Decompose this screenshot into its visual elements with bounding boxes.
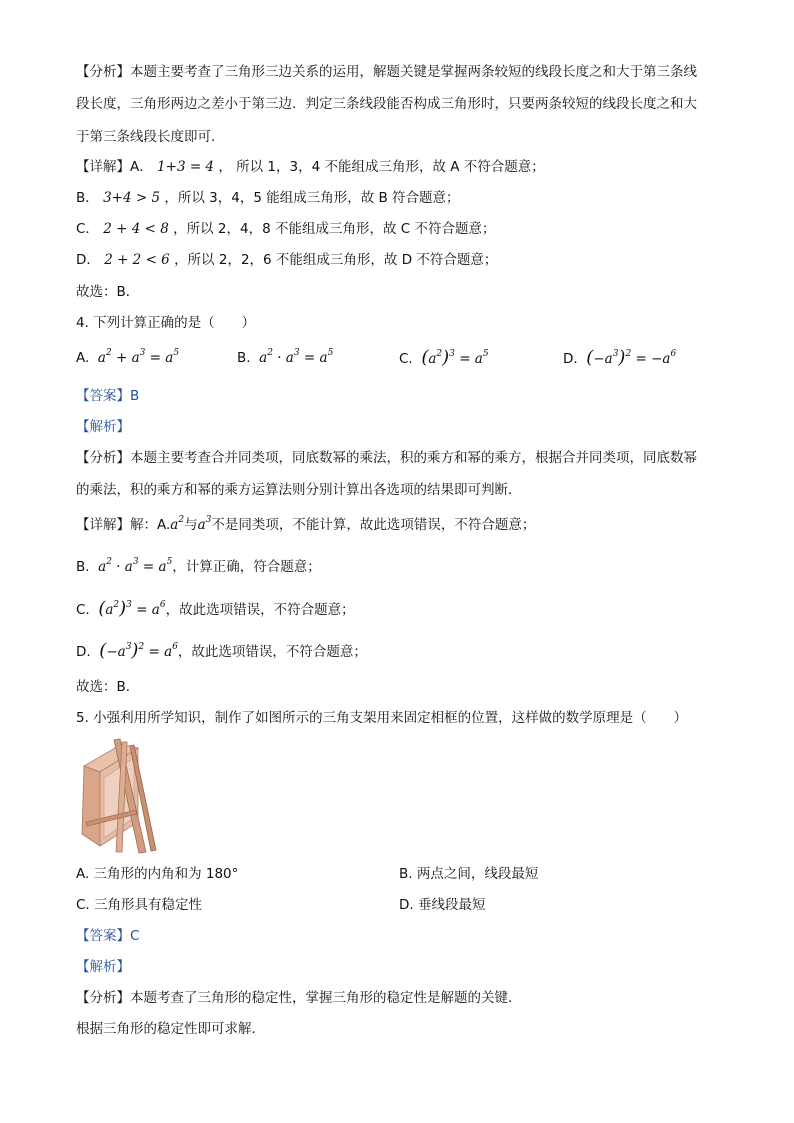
q4-detail-b-lead: B. bbox=[76, 559, 90, 575]
q4-detail-c-math: $(a^2)^3 = a^6$ bbox=[98, 598, 166, 619]
q3-detail-d bbox=[76, 250, 497, 270]
q5-option-b: B. 两点之间，线段最短 bbox=[399, 866, 539, 882]
q4-option-d-label: D. bbox=[563, 351, 578, 367]
q4-option-b-label: B. bbox=[237, 350, 251, 366]
q5-answer: 【答案】C bbox=[76, 928, 140, 944]
q5-option-d: D. 垂线段最短 bbox=[399, 897, 486, 913]
q4-detail-d-lead: D. bbox=[76, 644, 91, 660]
q3-detail-c-text: ，所以 2，4，8 不能组成三角形，故 C 不符合题意； bbox=[173, 221, 496, 237]
q4-detail-b bbox=[76, 557, 321, 577]
q4-detail-a-mid: 与 bbox=[184, 517, 198, 533]
q4-detail-d-math: $(-a^3)^2 = a^6$ bbox=[99, 640, 178, 661]
q3-detail-b-text: ，所以 3，4，5 能组成三角形，故 B 符合题意； bbox=[164, 190, 460, 206]
q4-detail-c-text: ，故此选项错误，不符合题意； bbox=[165, 602, 355, 618]
q5-analysis-line1: 【分析】本题考查了三角形的稳定性，掌握三角形的稳定性是解题的关键． bbox=[76, 990, 522, 1006]
q4-analysis-line2: 的乘法，积的乘方和幂的乘方运算法则分别计算出各选项的结果即可判断． bbox=[76, 482, 522, 498]
q4-detail-d bbox=[76, 641, 367, 662]
q4-option-b bbox=[237, 348, 333, 368]
q4-detail-c bbox=[76, 599, 355, 620]
q3-detail-b bbox=[76, 188, 460, 208]
q4-detail-c-lead: C. bbox=[76, 602, 90, 618]
q4-answer: 【答案】B bbox=[76, 388, 140, 404]
q5-analysis-line2: 根据三角形的稳定性即可求解． bbox=[76, 1021, 265, 1037]
q3-detail-c-lead: C． bbox=[76, 221, 99, 237]
q4-stem: 4. 下列计算正确的是（ ） bbox=[76, 315, 256, 331]
q3-detail-a-text: ， 所以 1，3，4 不能组成三角形，故 A 不符合题意； bbox=[218, 159, 545, 175]
q5-option-a: A. 三角形的内角和为 180° bbox=[76, 866, 239, 882]
q3-detail-a-lead: 【详解】A． bbox=[76, 159, 153, 175]
q4-jiexi: 【解析】 bbox=[76, 419, 130, 435]
q3-detail-d-math: 2 + 2 < 6 bbox=[104, 252, 170, 268]
q3-detail-b-math: 3+4 > 5 bbox=[103, 190, 161, 206]
q4-option-c-math: $(a^2)^3 = a^5$ bbox=[421, 347, 489, 368]
q3-detail-d-text: ，所以 2，2，6 不能组成三角形，故 D 不符合题意； bbox=[174, 252, 498, 268]
q3-detail-b-lead: B． bbox=[76, 190, 99, 206]
q3-choice: 故选：B． bbox=[76, 284, 140, 300]
q4-detail-a bbox=[76, 515, 535, 535]
q5-stem: 5. 小强利用所学知识，制作了如图所示的三角支架用来固定相框的位置，这样做的数学原理是（ ） bbox=[76, 710, 688, 726]
q4-detail-a-term1: $a^2$ bbox=[170, 515, 185, 533]
q4-option-c-label: C. bbox=[399, 351, 413, 367]
q4-option-d bbox=[563, 348, 676, 369]
q4-detail-b-text: ，计算正确，符合题意； bbox=[172, 559, 321, 575]
easel-photo bbox=[76, 738, 160, 854]
q3-detail-a-math: 1+3 = 4 bbox=[157, 159, 215, 175]
q4-option-a bbox=[76, 348, 179, 368]
q3-detail-d-lead: D． bbox=[76, 252, 100, 268]
q4-detail-d-text: ，故此选项错误，不符合题意； bbox=[177, 644, 367, 660]
q4-option-c bbox=[399, 348, 489, 369]
q3-detail-a bbox=[76, 157, 545, 177]
q5-jiexi: 【解析】 bbox=[76, 959, 130, 975]
q3-detail-c-math: 2 + 4 < 8 bbox=[103, 221, 169, 237]
q4-option-d-math: $(-a^3)^2 = -a^6$ bbox=[586, 347, 677, 368]
q3-analysis-line2: 段长度，三角形两边之差小于第三边．判定三条线段能否构成三角形时，只要两条较短的线段长度之和大 bbox=[76, 96, 697, 112]
q4-detail-a-text: 不是同类项，不能计算，故此选项错误，不符合题意； bbox=[211, 517, 536, 533]
q4-option-a-label: A. bbox=[76, 350, 90, 366]
q4-option-a-math: $a^2 + a^3 = a^5$ bbox=[93, 348, 180, 366]
q3-analysis-line3: 于第三条线段长度即可． bbox=[76, 129, 225, 145]
q4-option-b-math: $a^2 \cdot a^3 = a^5$ bbox=[254, 348, 334, 366]
q3-detail-c bbox=[76, 219, 495, 239]
q4-choice: 故选：B． bbox=[76, 679, 140, 695]
q4-analysis-line1: 【分析】本题主要考查合并同类项，同底数幂的乘法，积的乘方和幂的乘方，根据合并同类项，同底数幂 bbox=[76, 450, 697, 466]
q3-analysis-line1: 【分析】本题主要考查了三角形三边关系的运用，解题关键是掌握两条较短的线段长度之和大于第三条线 bbox=[76, 64, 697, 80]
q5-option-c: C. 三角形具有稳定性 bbox=[76, 897, 203, 913]
q4-detail-b-math: $a^2 \cdot a^3 = a^5$ bbox=[93, 557, 173, 575]
q4-detail-a-lead: 【详解】解：A. bbox=[76, 517, 171, 533]
q4-detail-a-term2: $a^3$ bbox=[197, 515, 212, 533]
